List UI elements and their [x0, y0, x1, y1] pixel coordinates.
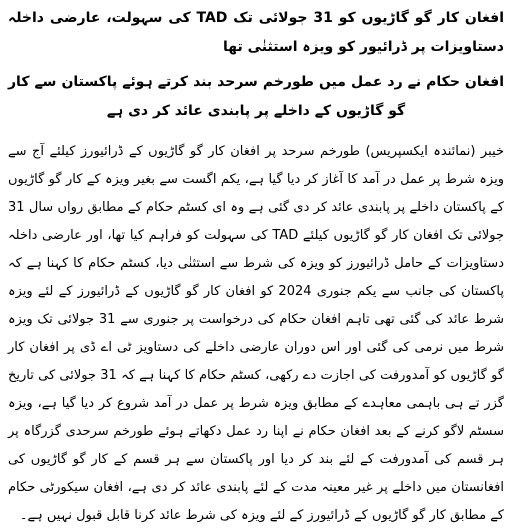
article-headline: افغان کار گو گاڑیوں کو 31 جولائی تک TAD کی سہولت، عارضی داخلہ دستاویزات پر ڈرائیور کو ویزہ استثنٰی تھا	[8, 10, 504, 55]
article-body: خیبر (نمائندہ ایکسپریس) طورخم سرحد پر افغان کار گو گاڑیوں کے ڈرائیورز کیلئے آج سے ویزہ شرط پر عمل در آمد کا آغاز کر دیا گیا ہے، یکم اگست سے بغیر ویزہ کے کار گو گاڑیوں کے پاکستان داخلے پر پابندی عائد کر دی گئی ہے وہ ای کسٹم حکام کے مطابق رواں سال 31 جولائی تک افغان کار گو گاڑیوں کیلئے TAD کی سہولت کو فراہم کیا تھا، اور عارضی داخلہ دستاویزات کے حامل ڈرائیورز کو ویزہ کی شرط سے استثنٰی دیا، کسٹم حکام کا کہنا ہے کہ پاکستان کی جانب سے یکم جنوری 2024 کو افغان کار گو گاڑیوں کے ڈرائیورز کے لئے ویزہ شرط عائد کی گئی تھی تاہم افغان حکام کی درخواست پر جنوری سے 31 جولائی تک ویزہ شرط میں نرمی کی گئی اور اس دوران عارضی داخلے کی دستاویز ٹی اے ڈی پر افغان کار گو گاڑیوں کو آمدورفت کی اجازت دے رکھی، کسٹم حکام کا کہنا ہے کہ 31 جولائی کی تاریخ گزر تے ہی باہمی معاہدے کے مطابق ویزہ شرط پر عمل در آمد شروع کر دیا گیا ہے، ویزہ سسٹم لاگو کرنے کے بعد افغان حکام نے اپنا رد عمل دکھاتے ہوئے طورخم سرحدی گزرگاہ پر ہر قسم کی آمدورفت کے لئے بند کر دیا اور پاکستان سے ہر قسم کے کار گو گاڑیوں کی افغانستان میں داخلے پر غیر معینہ مدت کے لئے پابندی عائد کر دی ہے، افغان سیکورٹی حکام کے مطابق کار گو گاڑیوں کے ڈرائیورز کے لئے ویزہ کی شرط عائد کرنا قابل قبول نہیں ہے۔	[8, 144, 504, 523]
article-subheadline: افغان حکام نے رد عمل میں طورخم سرحد بند کرتے ہوئے پاکستان سے کار گو گاڑیوں کے داخلے پر پابندی عائد کر دی ہے	[8, 74, 504, 119]
